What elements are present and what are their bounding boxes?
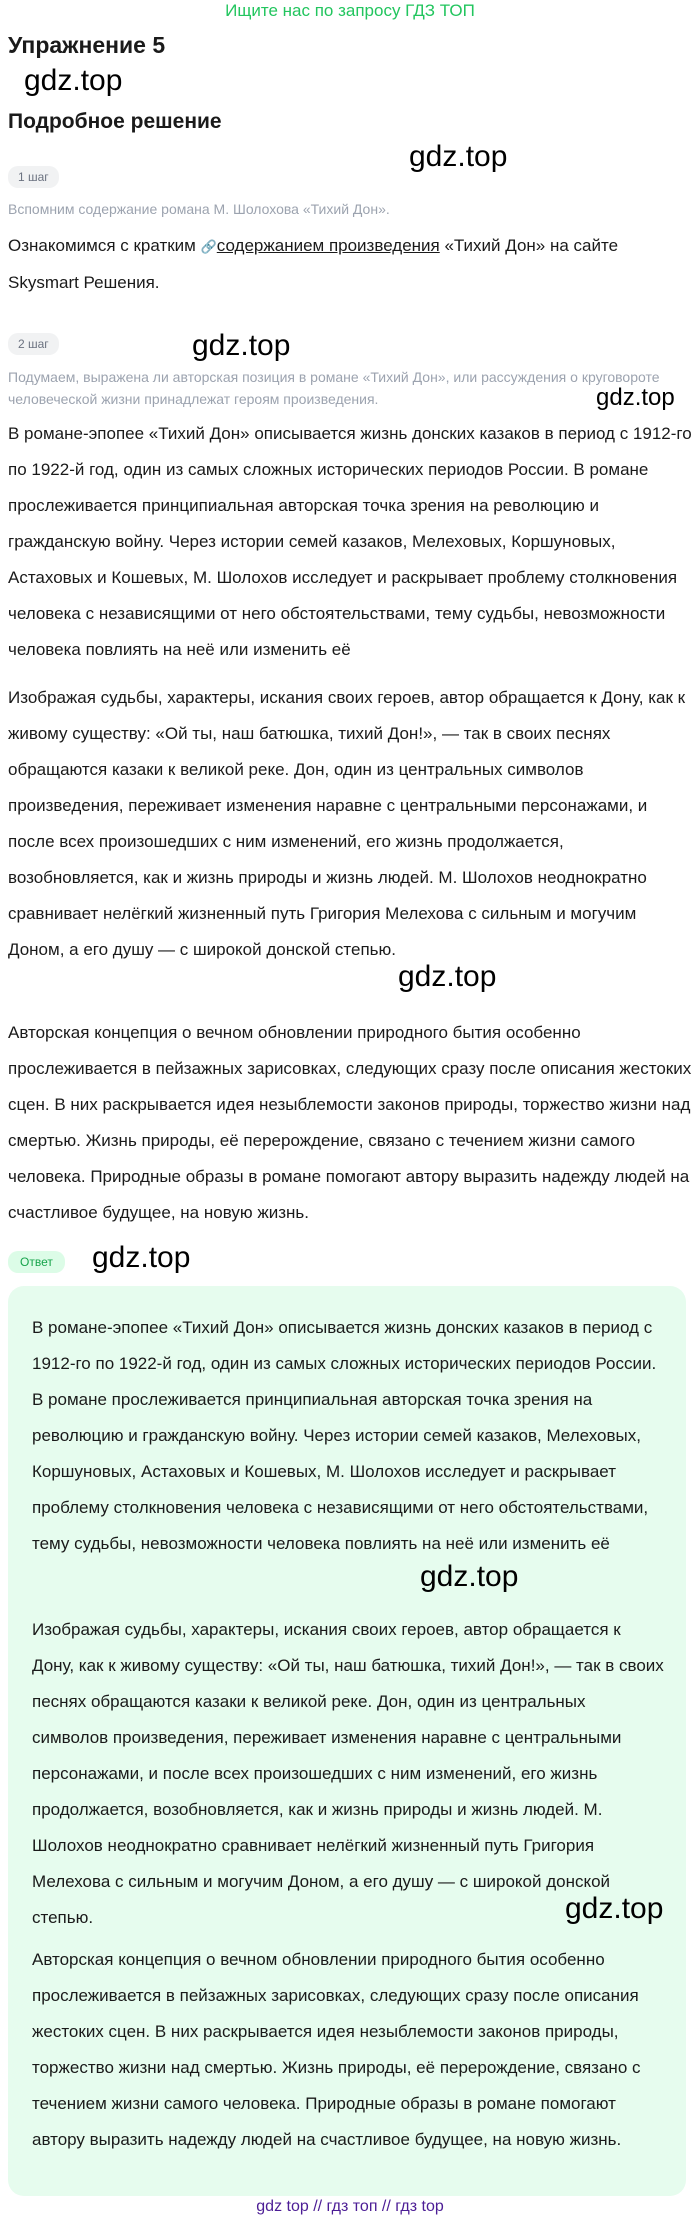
watermark: gdz.top: [92, 1241, 191, 1274]
step1-text-after: «Тихий Дон» на сайте Skysmart Решения.: [8, 236, 619, 292]
watermark: gdz.top: [398, 960, 497, 993]
summary-link[interactable]: содержанием произведения: [216, 236, 440, 255]
step2-paragraph: Изображая судьбы, характеры, искания своих героев, автор обращается к Дону, как к живому существу: «Ой ты, наш батюшка, тихий Дон!», — так в своих песнях обращаются казаки к великой реке. Дон, один из центральных символов произведения, переживает изменения наравне с центральными персонажами, и после всех произошедших с ним изменений, его жизнь продолжается, возобновляется, как и жизнь природы и жизнь людей. М. Шолохов неоднократно сравнивает нелёгкий жизненный путь Григория Мелехова с сильным и могучим Доном, а его душу — с широкой донской степью.: [8, 688, 686, 959]
watermark: gdz.top: [192, 329, 291, 362]
step2-paragraph: Авторская концепция о вечном обновлении природного бытия особенно прослеживается в пейзажных зарисовках, следующих сразу после описания жестоких сцен. В них раскрывается идея незыблемости законов природы, торжество жизни над смертью. Жизнь природы, её перерождение, связано с течением жизни самого человека. Природные образы в романе помогают автору выразить надежду людей на счастливое будущее, на новую жизнь.: [8, 1023, 692, 1222]
exercise-title: Упражнение 5: [8, 32, 166, 58]
search-banner[interactable]: Ищите нас по запросу ГДЗ ТОП: [225, 1, 475, 20]
watermark: gdz.top: [420, 1560, 519, 1593]
step2-paragraph: В романе-эпопее «Тихий Дон» описывается жизнь донских казаков в период с 1912-го по 1922-й год, один из самых сложных исторических периодов России. В романе прослеживается принципиальная авторская точка зрения на революцию и гражданскую войну. Через истории семей казаков, Мелеховых, Коршуновых, Астаховых и Кошевых, М. Шолохов исследует и раскрывает проблему столкновения человека с независящими от него обстоятельствами, тему судьбы, невозможности человека повлиять на неё или изменить её: [8, 424, 692, 659]
step1-text: [8, 228, 692, 301]
watermark: gdz.top: [596, 384, 675, 411]
step-hint-1: Вспомним содержание романа М. Шолохова «Тихий Дон».: [8, 201, 390, 217]
step-hint-2: Подумаем, выражена ли авторская позиция в романе «Тихий Дон», или рассуждения о круговороте человеческой жизни принадлежат героям произведения.: [8, 369, 660, 407]
answer-paragraph: Авторская концепция о вечном обновлении природного бытия особенно прослеживается в пейзажных зарисовках, следующих сразу после описания жестоких сцен. В них раскрывается идея незыблемости законов природы, торжество жизни над смертью. Жизнь природы, её перерождение, связано с течением жизни самого человека. Природные образы в романе помогают автору выразить надежду людей на счастливое будущее, на новую жизнь.: [32, 1950, 641, 2149]
answer-paragraph: Изображая судьбы, характеры, искания своих героев, автор обращается к Дону, как к живому существу: «Ой ты, наш батюшка, тихий Дон!», — так в своих песнях обращаются казаки к великой реке. Дон, один из центральных символов произведения, переживает изменения наравне с центральными персонажами, и после всех произошедших с ним изменений, его жизнь продолжается, возобновляется, как и жизнь природы и жизнь людей. М. Шолохов неоднократно сравнивает нелёгкий жизненный путь Григория Мелехова с сильным и могучим Доном, а его душу — с широкой донской степью.: [32, 1620, 664, 1927]
answer-badge: Ответ: [8, 1251, 65, 1273]
link-icon: 🔗: [200, 239, 217, 254]
step-badge-1: 1 шаг: [8, 166, 59, 188]
watermark: gdz.top: [24, 64, 123, 97]
step1-text-before: Ознакомимся с кратким: [8, 236, 201, 255]
watermark: gdz.top: [409, 140, 508, 173]
answer-paragraph: В романе-эпопее «Тихий Дон» описывается жизнь донских казаков в период с 1912-го по 1922-й год, один из самых сложных исторических периодов России. В романе прослеживается принципиальная авторская точка зрения на революцию и гражданскую войну. Через истории семей казаков, Мелеховых, Коршуновых, Астаховых и Кошевых, М. Шолохов исследует и раскрывает проблему столкновения человека с независящими от него обстоятельствами, тему судьбы, невозможности человека повлиять на неё или изменить её: [32, 1318, 657, 1553]
watermark: gdz.top: [565, 1892, 664, 1925]
footer-links[interactable]: gdz top // гдз топ // гдз top: [256, 2198, 444, 2215]
solution-subtitle: Подробное решение: [8, 110, 222, 133]
step-badge-2: 2 шаг: [8, 333, 59, 355]
